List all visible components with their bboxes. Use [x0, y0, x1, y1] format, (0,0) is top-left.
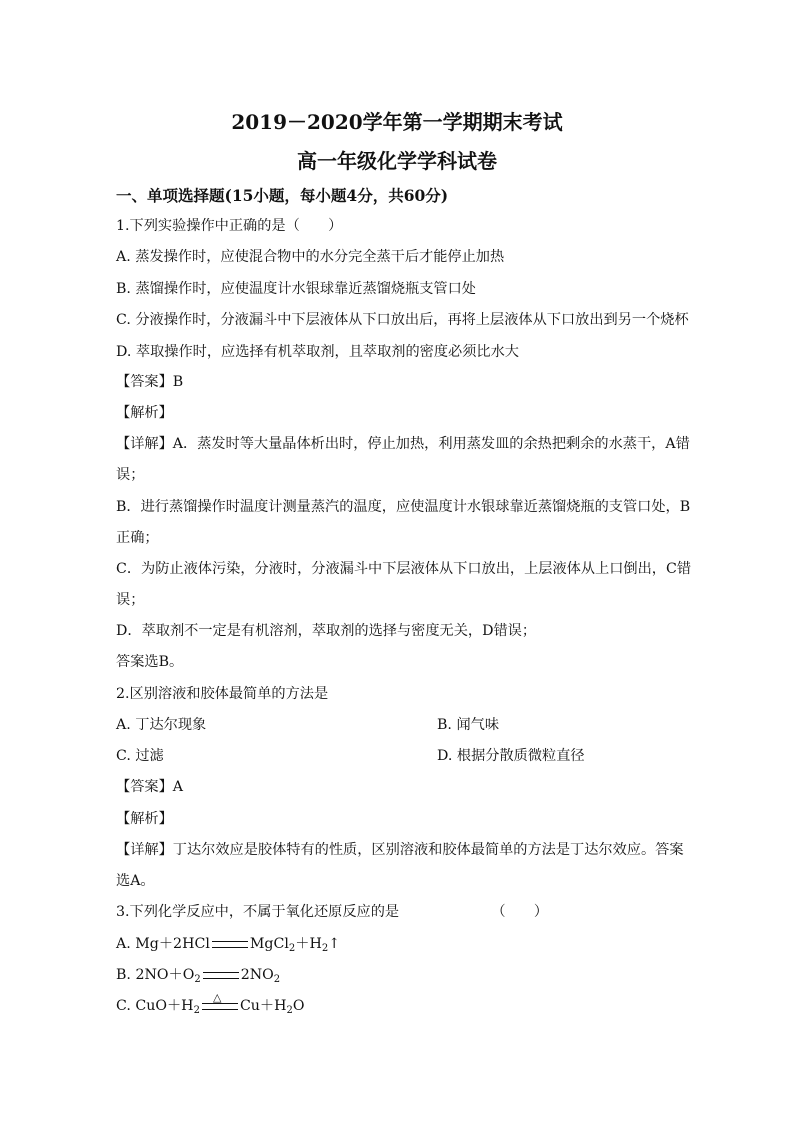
q3-option-b — [116, 965, 280, 987]
q2-stem: 2.区别溶液和胶体最简单的方法是 — [116, 686, 329, 702]
q3-c-product: Cu＋H — [239, 998, 287, 1014]
q3-b-product: 2NO — [240, 967, 274, 983]
section-heading: 一、单项选择题(15小题，每小题4分，共60分) — [116, 186, 449, 205]
subscript: 2 — [321, 943, 329, 954]
q1-answer: 【答案】B — [116, 374, 184, 390]
q3-a-product: MgCl — [249, 936, 289, 952]
q1-option-d: D. 萃取操作时，应选择有机萃取剂，且萃取剂的密度必须比水大 — [116, 344, 519, 360]
q2-option-c: C. 过滤 — [116, 748, 164, 764]
equals-sign-icon — [212, 941, 248, 948]
subscript: 2 — [193, 1005, 200, 1016]
equals-sign-icon — [203, 972, 239, 979]
q3-option-c — [116, 990, 305, 1018]
heat-symbol: △ — [212, 990, 222, 1004]
q1-conclusion: 答案选B。 — [116, 654, 184, 670]
q2-detail-line1: 【详解】丁达尔效应是胶体特有的性质，区别溶液和胶体最简单的方法是丁达尔效应。答案 — [116, 842, 684, 858]
q2-detail-line2: 选A。 — [116, 873, 155, 889]
exam-subtitle: 高一年级化学学科试卷 — [297, 149, 497, 173]
q1-detail-c-line2: 误； — [116, 592, 145, 608]
q1-detail-b-line1: B．进行蒸馏操作时温度计测量蒸汽的温度，应使温度计水银球靠近蒸馏烧瓶的支管口处，B — [116, 499, 691, 515]
q3-b-reactants: B. 2NO＋O — [116, 967, 195, 983]
q3-c-reactants: C. CuO＋H — [116, 998, 194, 1014]
heat-condition-equals-icon — [202, 990, 238, 1010]
q1-option-b: B. 蒸馏操作时，应使温度计水银球靠近蒸馏烧瓶支管口处 — [116, 281, 476, 297]
q2-analysis-label: 【解析】 — [116, 811, 173, 827]
q1-analysis-label: 【解析】 — [116, 405, 173, 421]
q2-option-a: A. 丁达尔现象 — [116, 717, 207, 733]
gas-arrow: ↑ — [328, 936, 341, 952]
subscript: 2 — [273, 974, 281, 985]
q1-detail-c-line1: C．为防止液体污染，分液时，分液漏斗中下层液体从下口放出，上层液体从上口倒出，C错 — [116, 561, 692, 577]
q3-c-tail: O — [292, 998, 305, 1014]
exam-title: 2019－2020学年第一学期期末考试 — [231, 110, 563, 134]
q1-detail-b-line2: 正确； — [116, 530, 159, 546]
q1-detail-a-line2: 误； — [116, 467, 145, 483]
q2-option-b: B. 闻气味 — [437, 717, 500, 733]
q1-detail-a-line1: 【详解】A．蒸发时等大量晶体析出时，停止加热，利用蒸发皿的余热把剩余的水蒸干，A错 — [116, 436, 690, 452]
subscript: 2 — [288, 943, 296, 954]
q3-stem: 3.下列化学反应中，不属于氧化还原反应的是 （ ） — [116, 904, 549, 920]
subscript: 2 — [194, 974, 201, 985]
subscript: 2 — [286, 1005, 293, 1016]
q2-answer: 【答案】A — [116, 779, 183, 795]
q2-option-d: D. 根据分散质微粒直径 — [437, 748, 585, 764]
q1-option-a: A. 蒸发操作时，应使混合物中的水分完全蒸干后才能停止加热 — [116, 249, 505, 265]
q3-a-plus: ＋H — [295, 936, 322, 952]
q1-option-c: C. 分液操作时，分液漏斗中下层液体从下口放出后，再将上层液体从下口放出到另一个烧杯 — [116, 312, 689, 328]
q3-a-reactants: A. Mg＋2HCl — [116, 936, 210, 952]
q1-detail-d: D．萃取剂不一定是有机溶剂，萃取剂的选择与密度无关，D错误； — [116, 623, 537, 639]
q1-stem: 1.下列实验操作中正确的是（ ） — [116, 218, 343, 234]
q3-option-a — [116, 934, 340, 956]
